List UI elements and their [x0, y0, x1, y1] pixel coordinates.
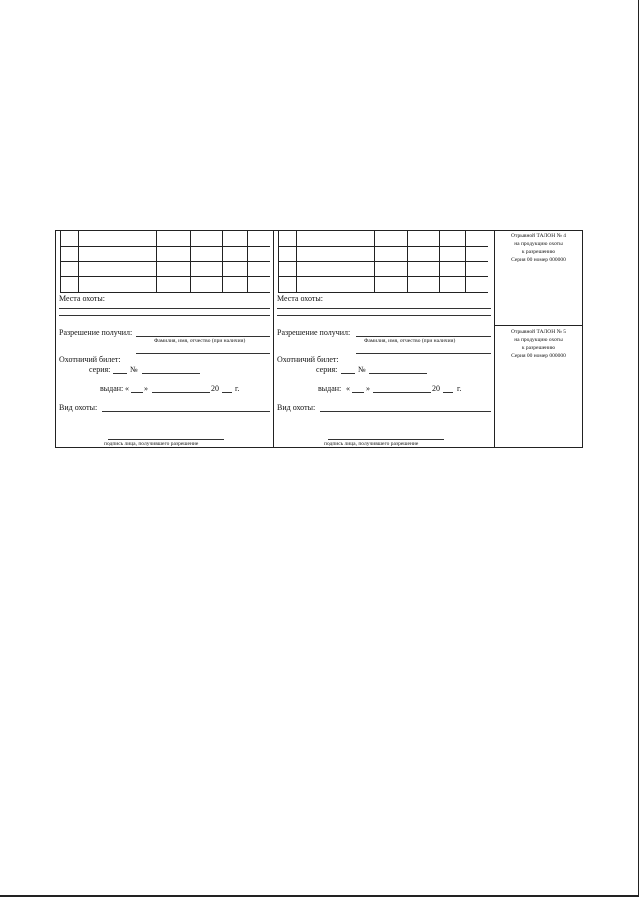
game-table-right: [278, 231, 488, 293]
date-close-quote: »: [366, 384, 370, 393]
issued-label: выдан:: [318, 384, 342, 393]
year-prefix: 20: [211, 384, 219, 393]
stub-line-3: к разрешению: [521, 249, 556, 255]
fio-caption: Фамилия, имя, отчество (при наличии): [154, 338, 246, 344]
year-suffix: г.: [457, 384, 462, 393]
permit-section-left: [56, 231, 274, 447]
recipient-name-line-2[interactable]: [356, 353, 491, 354]
hunting-places-line-2[interactable]: [59, 315, 270, 316]
hunt-type-label: Вид охоты:: [59, 403, 98, 412]
hunt-type-field[interactable]: [320, 411, 491, 412]
year-field[interactable]: [443, 392, 453, 393]
series-label: серия:: [89, 365, 111, 374]
permit-section-right: [274, 231, 495, 447]
signature-caption: подпись лица, получившего разрешение: [324, 441, 419, 447]
stub-series: Серия 00 номер 000000: [511, 353, 566, 359]
series-label: серия:: [316, 365, 338, 374]
date-open-quote: «: [346, 384, 350, 393]
game-table-left: [60, 231, 270, 293]
permit-received-label: Разрешение получил:: [277, 328, 351, 337]
hunting-permit-form: [55, 230, 583, 448]
hunt-type-label: Вид охоты:: [277, 403, 316, 412]
recipient-name-line[interactable]: [356, 336, 491, 337]
recipient-name-line[interactable]: [136, 336, 270, 337]
hunting-places-label: Места охоты:: [59, 294, 105, 303]
series-field[interactable]: [113, 373, 127, 374]
hunting-places-line-2[interactable]: [277, 315, 491, 316]
hunting-ticket-label: Охотничий билет:: [59, 355, 121, 364]
stub-title: Отрывной ТАЛОН № 5: [511, 329, 566, 335]
number-label: №: [358, 365, 366, 374]
permit-received-label: Разрешение получил:: [59, 328, 133, 337]
hunting-places-line-1[interactable]: [59, 308, 270, 309]
signature-line[interactable]: [108, 439, 224, 440]
tear-off-stubs: [495, 231, 582, 447]
stub-series: Серия 00 номер 000000: [511, 257, 566, 263]
number-field[interactable]: [369, 373, 427, 374]
month-field[interactable]: [152, 392, 210, 393]
signature-caption: подпись лица, получившего разрешение: [104, 441, 199, 447]
number-field[interactable]: [142, 373, 200, 374]
stub-line-2: на продукцию охоты: [514, 337, 563, 343]
date-open-quote: «: [125, 384, 129, 393]
year-prefix: 20: [432, 384, 440, 393]
signature-line[interactable]: [328, 439, 444, 440]
recipient-name-line-2[interactable]: [136, 353, 270, 354]
date-close-quote: »: [144, 384, 148, 393]
hunting-places-line-1[interactable]: [277, 308, 491, 309]
year-suffix: г.: [235, 384, 240, 393]
hunting-places-label: Места охоты:: [277, 294, 323, 303]
fio-caption: Фамилия, имя, отчество (при наличии): [364, 338, 456, 344]
stub-title: Отрывной ТАЛОН № 4: [511, 233, 566, 239]
hunting-ticket-label: Охотничий билет:: [277, 355, 339, 364]
hunt-type-field[interactable]: [102, 411, 270, 412]
day-field[interactable]: [352, 392, 364, 393]
stub-divider: [495, 325, 582, 326]
number-label: №: [130, 365, 138, 374]
stub-line-3: к разрешению: [521, 345, 556, 351]
stub-line-2: на продукцию охоты: [514, 241, 563, 247]
day-field[interactable]: [131, 392, 143, 393]
month-field[interactable]: [373, 392, 431, 393]
issued-label: выдан:: [100, 384, 124, 393]
series-field[interactable]: [341, 373, 355, 374]
year-field[interactable]: [222, 392, 232, 393]
